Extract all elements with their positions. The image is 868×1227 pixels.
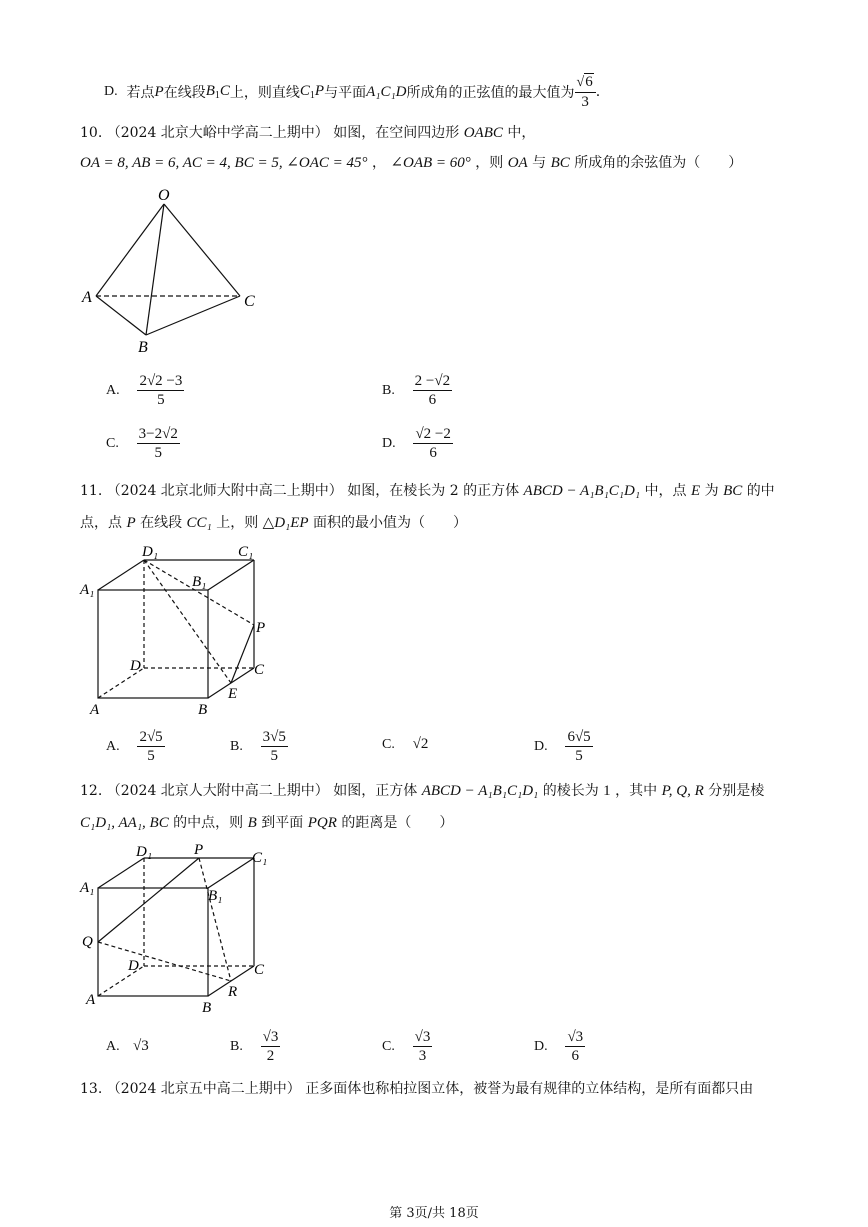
math: CC₁ — [186, 515, 212, 531]
text: ， — [371, 155, 386, 171]
option-label: B. — [230, 1038, 243, 1054]
q12-figure-cube — [78, 838, 278, 1018]
fraction: $\frac{√3}{3}$ — [414, 1029, 431, 1064]
math: ABCD − A₁B₁C₁D₁ — [523, 483, 641, 499]
math: $B_1C$ — [205, 83, 230, 101]
option-label: B. — [230, 738, 243, 754]
text: 在线段 — [163, 85, 206, 101]
math: C₁D₁, AA₁, BC — [80, 815, 169, 831]
text: . — [595, 84, 601, 100]
label-b: B — [202, 1000, 212, 1016]
q10-option-d[interactable] — [382, 425, 453, 462]
math: △D₁EP — [262, 515, 309, 531]
q11-line1 — [80, 480, 775, 500]
q12-line1 — [80, 780, 764, 800]
math: PQR — [307, 815, 337, 831]
fraction: $\frac{√3}{6}$ — [567, 1029, 584, 1064]
text: 中， — [507, 125, 536, 141]
q11-option-c[interactable] — [382, 736, 428, 753]
q10-option-c[interactable] — [106, 425, 180, 462]
label-c: C — [244, 293, 255, 310]
option-label: D. — [104, 84, 118, 99]
option-label: D. — [534, 738, 548, 754]
fraction: $\frac{√3}{2}$ — [262, 1029, 279, 1064]
option-label: B. — [382, 382, 395, 398]
fraction: $\frac{2√5}{5}$ — [139, 729, 163, 764]
text: 分别是棱 — [708, 783, 765, 799]
page-number: 第 3页/共 18页 — [389, 1206, 479, 1221]
option-label: C. — [106, 435, 119, 451]
q10-figure-tetrahedron — [78, 182, 268, 357]
text: 的中点，则 — [173, 815, 244, 831]
text: 如图，在空间四边形 — [333, 125, 460, 141]
question-number: 10. — [80, 125, 103, 141]
question-source: （2024 北京五中高二上期中） — [106, 1081, 301, 1097]
text: 所成角的余弦值为（ ） — [574, 155, 743, 171]
question-source: （2024 北京大峪中学高二上期中） — [106, 125, 329, 141]
text: 如图，正方体 — [333, 783, 418, 799]
option-label: A. — [106, 738, 120, 754]
label-q: Q — [82, 934, 93, 950]
label-p: P — [194, 842, 204, 858]
fraction: $\frac{2 -√2}{6}$ — [414, 373, 451, 408]
question-source: （2024 北京人大附中高二上期中） — [106, 783, 329, 799]
math: ∠OAB = 60° — [390, 155, 471, 171]
q12-option-b[interactable] — [230, 1028, 280, 1065]
math: $C_1P$ — [299, 83, 325, 101]
q10-line1 — [80, 122, 535, 142]
q12-option-a[interactable] — [106, 1038, 149, 1055]
q10-line2 — [80, 152, 742, 172]
text: 上，则 — [216, 515, 259, 531]
label-r: R — [228, 984, 238, 1000]
label-d: D — [128, 958, 139, 974]
text: ，则 — [475, 155, 504, 171]
math: P, Q, R — [661, 783, 704, 799]
label-a1: A₁ — [80, 880, 95, 896]
math: ABCD − A₁B₁C₁D₁ — [421, 783, 539, 799]
text: 与平面 — [324, 85, 367, 101]
label-d1: D₁ — [142, 544, 159, 560]
text: 点，点 — [80, 515, 122, 531]
math: OABC — [463, 125, 503, 141]
label-c1: C₁ — [252, 850, 268, 866]
label-b: B — [138, 339, 148, 356]
option-value: √2 — [412, 736, 429, 752]
label-a1: A₁ — [80, 582, 95, 598]
question-number: 12. — [80, 783, 103, 799]
label-b1: B₁ — [208, 888, 223, 904]
option-label: D. — [382, 435, 396, 451]
label-c: C — [254, 662, 265, 678]
text: 面积的最小值为（ ） — [313, 515, 468, 531]
fraction: $\frac{6√5}{5}$ — [567, 729, 591, 764]
text: 正多面体也称柏拉图立体，被誉为最有规律的立体结构，是所有面都只由 — [305, 1081, 754, 1097]
question-number: 11. — [80, 483, 103, 499]
q11-figure-cube — [78, 540, 278, 720]
text: 中，点 — [644, 483, 687, 499]
q10-option-b[interactable] — [382, 372, 452, 409]
text: 的中 — [746, 483, 775, 499]
q11-option-d[interactable] — [534, 728, 593, 765]
page-footer — [0, 1202, 868, 1221]
option-label: A. — [106, 382, 120, 398]
math: E — [690, 483, 701, 499]
q10-option-a[interactable] — [106, 372, 184, 409]
q11-line2 — [80, 512, 467, 532]
prev-option-d — [104, 72, 600, 112]
text: 与 — [532, 155, 547, 171]
text: ，其中 — [615, 783, 658, 799]
math: OA — [507, 155, 528, 171]
q13-line1 — [80, 1078, 753, 1098]
text: 上，则直线 — [229, 85, 300, 101]
math: B — [247, 815, 257, 831]
q12-option-c[interactable] — [382, 1028, 432, 1065]
option-label: A. — [106, 1038, 120, 1054]
text: 到平面 — [261, 815, 304, 831]
option-label: C. — [382, 736, 395, 752]
text: 如图，在棱长为 2 的正方体 — [347, 483, 520, 499]
label-p: P — [256, 620, 266, 636]
math: BC — [723, 483, 743, 499]
question-source: （2024 北京北师大附中高二上期中） — [106, 483, 343, 499]
label-d1: D₁ — [136, 844, 153, 860]
math: OA = 8, AB = 6, AC = 4, BC = 5, ∠OAC = 45° — [80, 155, 368, 171]
q11-option-a[interactable] — [106, 728, 165, 765]
label-a: A — [82, 289, 92, 306]
math: 1 — [603, 783, 611, 799]
math: P — [154, 83, 164, 100]
label-b: B — [198, 702, 208, 718]
option-label: D. — [534, 1038, 548, 1054]
q12-option-d[interactable] — [534, 1028, 585, 1065]
fraction: $\frac{√6}{3}$ — [575, 73, 596, 111]
q12-line2 — [80, 812, 453, 832]
label-c: C — [254, 962, 265, 978]
fraction: $\frac{3-2√2}{5}$ — [138, 426, 178, 461]
text: 为 — [704, 483, 719, 499]
fraction: $\frac{2√2 -3}{5}$ — [139, 373, 183, 408]
fraction: $\frac{√2 -2}{6}$ — [415, 426, 451, 461]
q11-option-b[interactable] — [230, 728, 288, 765]
question-number: 13. — [80, 1081, 103, 1097]
option-value: √3 — [132, 1038, 149, 1054]
text: 的棱长为 — [542, 783, 599, 799]
option-label: C. — [382, 1038, 395, 1054]
label-b1: B₁ — [192, 574, 207, 590]
label-o: O — [158, 187, 170, 204]
text: 若点 — [126, 85, 155, 101]
math: A₁C₁D — [366, 83, 407, 100]
label-d: D — [130, 658, 141, 674]
text: 在线段 — [140, 515, 183, 531]
text: 的距离是（ ） — [341, 815, 454, 831]
label-a: A — [86, 992, 96, 1008]
math: BC — [550, 155, 570, 171]
text: 所成角的正弦值的最大值为 — [406, 85, 575, 101]
fraction: $\frac{3√5}{5}$ — [262, 729, 286, 764]
label-a: A — [90, 702, 100, 718]
label-c1: C₁ — [238, 544, 254, 560]
label-e: E — [228, 686, 238, 702]
math: P — [126, 515, 136, 531]
